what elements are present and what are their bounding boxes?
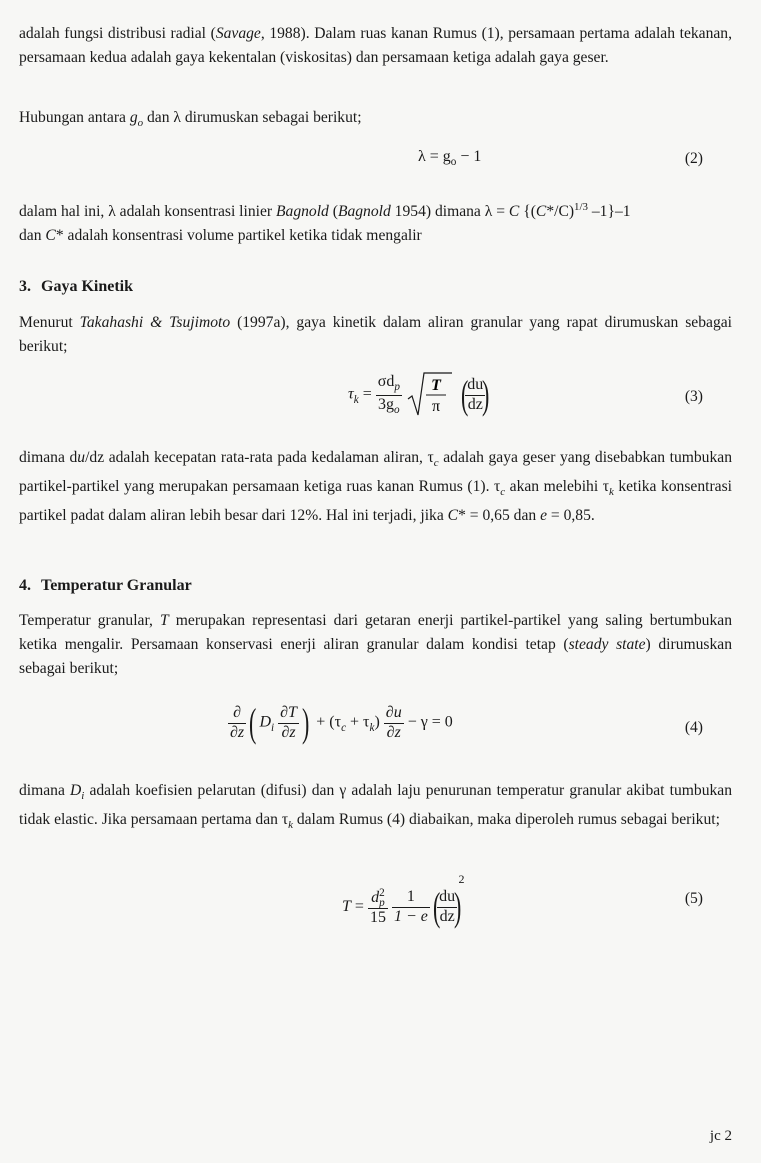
text-italic: u bbox=[77, 449, 86, 466]
subscript: c bbox=[500, 486, 506, 499]
text-span: dan bbox=[19, 227, 46, 245]
eq5-den: 1 − e bbox=[393, 907, 428, 925]
eq4-D-sub: i bbox=[271, 721, 275, 734]
paragraph-diffusion bbox=[19, 779, 732, 837]
eq2-rhs: − 1 bbox=[456, 148, 482, 165]
subscript: c bbox=[433, 457, 439, 470]
citation-takahashi: Takahashi & Tsujimoto bbox=[79, 314, 231, 331]
eq5-d-sub: p bbox=[379, 896, 385, 909]
eq4-du-dz bbox=[384, 704, 404, 742]
text-span: {( bbox=[519, 203, 536, 221]
paragraph-radial-distribution bbox=[19, 22, 732, 70]
sqrt-icon bbox=[406, 371, 454, 419]
text-span: dan λ dirumuskan sebagai berikut; bbox=[143, 109, 362, 126]
text-span: adalah fungsi distribusi radial ( bbox=[19, 25, 216, 42]
eq4-dT-dz bbox=[278, 704, 299, 742]
text-italic: e bbox=[540, 507, 547, 525]
eq5-T: T bbox=[342, 898, 351, 915]
subscript: k bbox=[288, 819, 293, 832]
equation-5 bbox=[342, 872, 465, 930]
section-number: 3. bbox=[19, 278, 31, 295]
section-heading-4 bbox=[19, 577, 192, 595]
equation-4 bbox=[228, 700, 453, 745]
eq2-sub: o bbox=[450, 156, 457, 169]
superscript: 1/3 bbox=[574, 201, 588, 213]
text-span: Hubungan antara bbox=[19, 109, 130, 126]
eq5-dz: dz bbox=[439, 907, 455, 925]
subscript: k bbox=[608, 486, 614, 499]
eq4-sub-k: k bbox=[369, 721, 375, 734]
eq5-du: du bbox=[437, 888, 457, 907]
text-span: * adalah konsentrasi volume partikel ketika tidak mengalir bbox=[55, 227, 422, 245]
eq3-denominator: 3g bbox=[378, 395, 395, 413]
equation-number-5: (5) bbox=[684, 890, 703, 907]
eq3-tau-sub: k bbox=[353, 393, 359, 406]
text-span: ) dirumuskan sebagai berikut; bbox=[19, 636, 733, 677]
text-span: , 1988). Dalam ruas kanan Rumus (1), persamaan pertama adalah tekanan, persamaan kedua adalah gaya kekentalan (viskositas) dan persamaan ketiga adalah gaya geser. bbox=[19, 25, 732, 66]
eq4-D: D bbox=[259, 713, 272, 731]
symbol-g: g bbox=[129, 109, 138, 126]
text-span: Menurut bbox=[19, 314, 80, 331]
eq5-dp-frac bbox=[368, 888, 388, 928]
eq4-dz: ∂z bbox=[281, 723, 296, 741]
eq4-du: ∂u bbox=[384, 704, 404, 723]
text-italic: C bbox=[508, 203, 520, 221]
eq3-du: du bbox=[465, 376, 485, 395]
equation-number-2: (2) bbox=[684, 150, 703, 167]
eq4-end: − γ = 0 bbox=[403, 713, 453, 731]
eq5-15: 15 bbox=[369, 908, 386, 926]
text-span: (1997a), gaya kinetik dalam aliran granular yang rapat dirumuskan sebagai berikut; bbox=[19, 314, 732, 355]
section-heading-3 bbox=[19, 278, 133, 296]
equation-3 bbox=[348, 371, 493, 419]
eq3-numerator: σd bbox=[377, 373, 395, 391]
paren-left: ( bbox=[249, 700, 257, 745]
text-italic: C bbox=[535, 203, 547, 221]
text-span: adalah koefisien pelarutan (difusi) dan γ adalah laju penurunan temperatur granular akibat tumbukan tidak elastic. Jika persamaan pertama dan τ bbox=[19, 782, 733, 829]
text-span: dimana d bbox=[19, 449, 78, 466]
text-italic: T bbox=[160, 612, 169, 629]
page-footer: jc 2 bbox=[709, 1128, 732, 1144]
equation-2 bbox=[418, 148, 481, 168]
section-number: 4. bbox=[19, 577, 31, 594]
eq3-tau: τ bbox=[348, 385, 354, 403]
eq5-d: d bbox=[371, 888, 380, 906]
text-span: */C) bbox=[546, 203, 575, 221]
equation-number-4: (4) bbox=[684, 719, 703, 736]
equation-number-3: (3) bbox=[684, 388, 703, 405]
paragraph-go-lambda bbox=[19, 106, 732, 135]
eq3-fraction bbox=[376, 373, 402, 416]
text-span: = 0,85. bbox=[547, 507, 595, 525]
symbol-o-sub: o bbox=[137, 117, 144, 130]
text-italic: Bagnold bbox=[276, 203, 329, 221]
paren-right: ) bbox=[301, 700, 310, 745]
eq3-equals: = bbox=[358, 385, 376, 403]
eq3-denominator-sub: o bbox=[394, 403, 400, 416]
text-span: dalam Rumus (4) diabaikan, maka diperoleh rumus sebagai berikut; bbox=[292, 811, 720, 829]
text-span: adalah gaya geser yang disebabkan tumbukan partikel-partikel yang merupakan persamaan ketiga ruas kanan Rumus (1). τ bbox=[19, 449, 732, 496]
section-title: Temperatur Granular bbox=[41, 577, 192, 594]
paren-left: ( bbox=[432, 884, 441, 930]
text-italic: C bbox=[45, 227, 56, 245]
eq4-plus: + τ bbox=[346, 713, 370, 731]
text-span: * = 0,65 dan bbox=[458, 507, 541, 525]
eq4-partial: ∂ bbox=[228, 704, 246, 723]
eq4-mid: + (τ bbox=[312, 713, 342, 731]
paragraph-kinetic-force bbox=[19, 311, 732, 359]
eq4-partial-z-den: ∂z bbox=[230, 723, 245, 741]
text-italic: Bagnold bbox=[337, 203, 391, 221]
eq5-equals: = bbox=[350, 898, 368, 915]
text-span: merupakan representasi dari getaran enerji partikel-partikel yang saling bertumbukan ketika mengalir. Persamaan konservasi enerji aliran granular dalam kondisi tetap ( bbox=[19, 612, 732, 653]
eq4-partial-z bbox=[228, 704, 246, 742]
paren-left: ( bbox=[460, 372, 469, 417]
eq5-d-sup: 2 bbox=[379, 886, 385, 899]
eq5-power: 2 bbox=[458, 872, 465, 886]
eq3-sqrt-top: T bbox=[431, 377, 441, 394]
paren-right: ) bbox=[454, 884, 462, 930]
text-span: dimana bbox=[19, 782, 71, 799]
text-span: dalam hal ini, λ adalah konsentrasi linier bbox=[19, 203, 276, 221]
text-italic: C bbox=[447, 507, 459, 525]
paragraph-lambda-definition bbox=[19, 195, 732, 248]
citation-savage: Savage bbox=[215, 25, 261, 42]
paren-right: ) bbox=[482, 372, 490, 417]
paragraph-shear-stress bbox=[19, 446, 732, 528]
eq3-dz: dz bbox=[467, 395, 483, 413]
text-span: ketika konsentrasi partikel padat dalam aliran lebih besar dari 12%. Hal ini terjadi, jika bbox=[19, 478, 732, 525]
paragraph-granular-temperature bbox=[19, 609, 732, 681]
eq4-sub-c: c bbox=[341, 721, 347, 734]
text-span: akan melebihi τ bbox=[505, 478, 609, 496]
eq4-dT: ∂T bbox=[278, 704, 299, 723]
text-italic: D bbox=[70, 782, 82, 799]
eq4-dz3: ∂z bbox=[386, 723, 401, 741]
eq5-one: 1 bbox=[392, 888, 430, 907]
section-title: Gaya Kinetik bbox=[41, 278, 134, 295]
text-span: /dz adalah kecepatan rata-rata pada kedalaman aliran, τ bbox=[85, 449, 434, 466]
text-span: 1954) dimana λ = bbox=[390, 203, 509, 221]
eq3-sqrt bbox=[406, 371, 454, 419]
eq2-lhs: λ = g bbox=[418, 148, 451, 165]
eq4-close: ) bbox=[374, 713, 380, 731]
text-span: ( bbox=[328, 203, 338, 221]
subscript: i bbox=[81, 790, 85, 803]
text-italic: steady state bbox=[568, 636, 646, 653]
eq3-numerator-sub: p bbox=[394, 381, 400, 394]
text-span: –1}–1 bbox=[587, 203, 631, 221]
eq3-sqrt-bot: π bbox=[431, 398, 440, 415]
eq5-one-frac bbox=[392, 888, 430, 926]
text-span: Temperatur granular, bbox=[19, 612, 161, 629]
